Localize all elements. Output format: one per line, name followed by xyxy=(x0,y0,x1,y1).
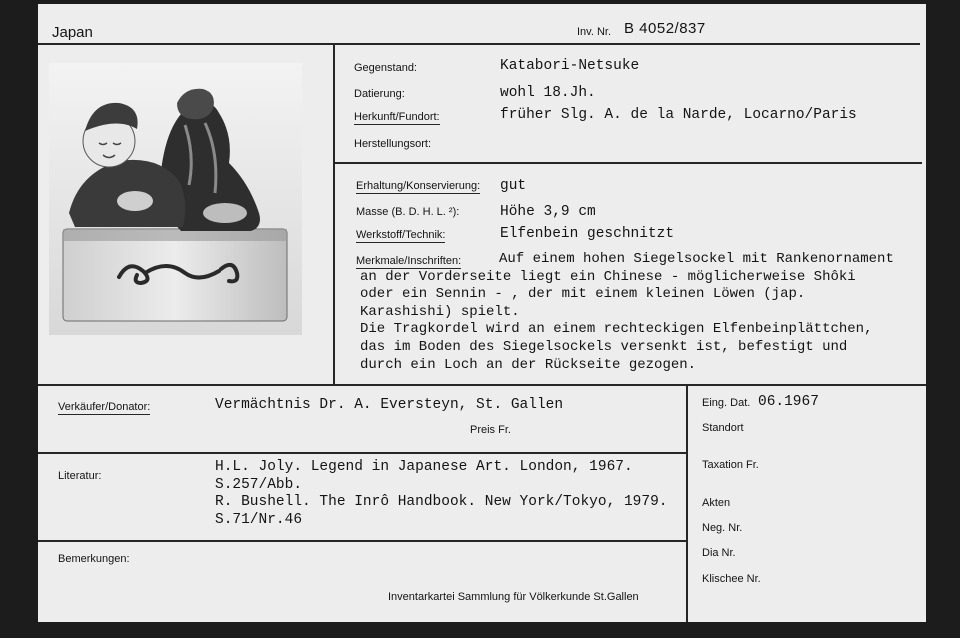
verkaeufer-label: Verkäufer/Donator: xyxy=(58,401,151,413)
herkunft-label: Herkunft/Fundort: xyxy=(354,111,440,123)
merkmale-line: durch ein Loch an der Rückseite gezogen. xyxy=(360,356,697,373)
datierung-value: wohl 18.Jh. xyxy=(500,85,596,101)
verkaeufer-value: Vermächtnis Dr. A. Eversteyn, St. Gallen xyxy=(215,397,564,413)
rule-mid-fields xyxy=(334,162,922,164)
merkmale-line: Auf einem hohen Siegelsockel mit Rankenornament xyxy=(499,251,894,267)
literatur-line: S.71/Nr.46 xyxy=(215,511,303,528)
merkmale-line: Die Tragkordel wird an einem rechteckigen Elfenbeinplättchen, xyxy=(360,321,873,338)
inv-nr-value: B 4052/837 xyxy=(624,20,706,37)
taxation-label: Taxation Fr. xyxy=(702,459,759,471)
standort-label: Standort xyxy=(702,422,744,434)
region-label: Japan xyxy=(52,24,93,41)
masse-value: Höhe 3,9 cm xyxy=(500,204,596,220)
werkstoff-value: Elfenbein geschnitzt xyxy=(500,226,675,242)
preis-label: Preis Fr. xyxy=(470,424,511,436)
datierung-label: Datierung: xyxy=(354,88,405,100)
herkunft-value: früher Slg. A. de la Narde, Locarno/Paris xyxy=(500,107,857,123)
inv-nr-label: Inv. Nr. xyxy=(577,26,612,38)
eing-dat-value: 06.1967 xyxy=(758,394,819,410)
netsuke-photo xyxy=(49,63,302,335)
eing-dat-label: Eing. Dat. xyxy=(702,397,751,409)
neg-nr-label: Neg. Nr. xyxy=(702,522,743,534)
literatur-text xyxy=(215,459,667,529)
footer-text: Inventarkartei Sammlung für Völkerkunde St.Gallen xyxy=(388,591,639,603)
merkmale-line: Karashishi) spielt. xyxy=(360,303,520,320)
rule-right-column xyxy=(686,385,688,622)
masse-label: Masse (B. D. H. L. ²): xyxy=(356,206,460,218)
werkstoff-label: Werkstoff/Technik: xyxy=(356,229,446,241)
erhaltung-label: Erhaltung/Konservierung: xyxy=(356,180,481,192)
dia-nr-label: Dia Nr. xyxy=(702,547,736,559)
rule-top xyxy=(38,43,920,45)
merkmale-label: Merkmale/Inschriften: xyxy=(356,255,462,267)
rule-photo-divider xyxy=(333,44,335,385)
gegenstand-label: Gegenstand: xyxy=(354,62,417,74)
rule-verkaeufer-bottom xyxy=(38,452,686,454)
literatur-line: R. Bushell. The Inrô Handbook. New York/Tokyo, 1979. xyxy=(215,494,668,511)
literatur-line: H.L. Joly. Legend in Japanese Art. London, 1967. xyxy=(215,459,633,475)
merkmale-line: oder ein Sennin - , der mit einem kleinen Löwen (jap. xyxy=(360,286,806,303)
akten-label: Akten xyxy=(702,497,731,509)
erhaltung-value: gut xyxy=(500,178,527,194)
merkmale-text xyxy=(360,251,894,374)
literatur-label: Literatur: xyxy=(58,470,102,482)
rule-literatur-bottom xyxy=(38,540,686,542)
merkmale-line: das im Boden des Siegelsockels versenkt ist, befestigt und xyxy=(360,338,848,355)
rule-main-bottom xyxy=(38,384,926,386)
gegenstand-value: Katabori-Netsuke xyxy=(500,58,640,74)
literatur-line: S.257/Abb. xyxy=(215,476,303,493)
klischee-nr-label: Klischee Nr. xyxy=(702,573,761,585)
merkmale-line: an der Vorderseite liegt ein Chinese - möglicherweise Shôki xyxy=(360,268,856,285)
herstellungsort-label: Herstellungsort: xyxy=(354,138,432,150)
bemerkungen-label: Bemerkungen: xyxy=(58,553,130,565)
